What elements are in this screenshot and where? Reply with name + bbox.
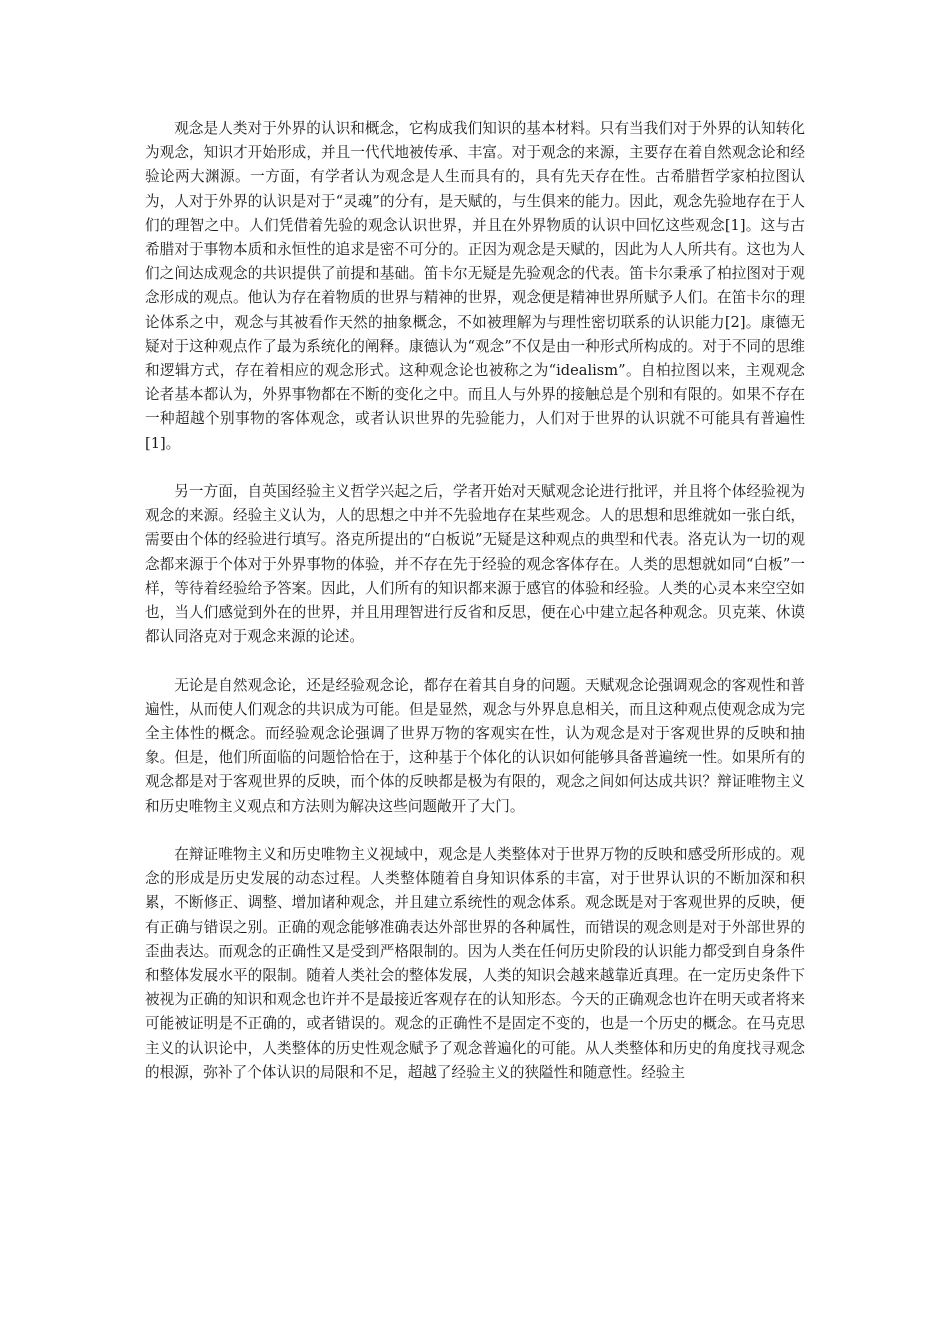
paragraph-1: 观念是人类对于外界的认识和概念，它构成我们知识的基本材料。只有当我们对于外界的认知转化为观念，知识才开始形成，并且一代代地被传承、丰富。对于观念的来源，主要存在着自然观念论和经验论两大渊源。一方面，有学者认为观念是人生而具有的，具有先天存在性。古希腊哲学家柏拉图认为，人对于外界的认识是对于“灵魂”的分有，是天赋的，与生俱来的能力。因此，观念先验地存在于人们的理智之中。人们凭借着先验的观念认识世界，并且在外界物质的认识中回忆这些观念[1]。这与古希腊对于事物本质和永恒性的追求是密不可分的。正因为观念是天赋的，因此为人人所共有。这也为人们之间达成观念的共识提供了前提和基础。笛卡尔无疑是先验观念的代表。笛卡尔秉承了柏拉图对于观念形成的观点。他认为存在着物质的世界与精神的世界，观念便是精神世界所赋予人们。在笛卡尔的理论体系之中，观念与其被看作天然的抽象概念，不如被理解为与理性密切联系的认识能力[2]。康德无疑对于这种观点作了最为系统化的阐释。康德认为“观念”不仅是由一种形式所构成的。对于不同的思维和逻辑方式，存在着相应的观念形式。这种观念论也被称之为“idealism”。自柏拉图以来，主观观念论者基本都认为，外界事物都在不断的变化之中。而且人与外界的接触总是个别和有限的。如果不存在一种超越个别事物的客体观念，或者认识世界的先验能力，人们对于世界的认识就不可能具有普遍性[1]。 [145,120,805,452]
paragraph-4: 在辩证唯物主义和历史唯物主义视域中，观念是人类整体对于世界万物的反映和感受所形成的。观念的形成是历史发展的动态过程。人类整体随着自身知识体系的丰富，对于世界认识的不断加深和积累，不断修正、调整、增加诸种观念，并且建立系统性的观念体系。观念既是对于客观世界的反映，便有正确与错误之别。正确的观念能够准确表达外部世界的各种属性，而错误的观念则是对于外部世界的歪曲表达。而观念的正确性又是受到严格限制的。因为人类在任何历史阶段的认识能力都受到自身条件和整体发展水平的限制。随着人类社会的整体发展，人类的知识会越来越靠近真理。在一定历史条件下被视为正确的知识和观念也许并不是最接近客观存在的认知形态。今天的正确观念也许在明天或者将来可能被证明是不正确的，或者错误的。观念的正确性不是固定不变的，也是一个历史的概念。在马克思主义的认识论中，人类整体的历史性观念赋予了观念普遍化的可能。从人类整体和历史的角度找寻观念的根源，弥补了个体认识的局限和不足，超越了经验主义的狭隘性和随意性。经验主 [145,846,805,1081]
paragraph-2: 另一方面，自英国经验主义哲学兴起之后，学者开始对天赋观念论进行批评，并且将个体经验视为观念的来源。经验主义认为，人的思想之中并不先验地存在某些观念。人的思想和思维就如一张白纸，需要由个体的经验进行填写。洛克所提出的“白板说”无疑是这种观点的典型和代表。洛克认为一切的观念都来源于个体对于外界事物的体验，并不存在先于经验的观念客体存在。人类的思想就如同“白板”一样，等待着经验给予答案。因此，人们所有的知识都来源于感官的体验和经验。人类的心灵本来空空如也，当人们感觉到外在的世界，并且用理智进行反省和反思，便在心中建立起各种观念。贝克莱、休谟都认同洛克对于观念来源的论述。 [145,483,805,646]
document-body [145,117,805,1109]
paragraph-3: 无论是自然观念论，还是经验观念论，都存在着其自身的问题。天赋观念论强调观念的客观性和普遍性，从而使人们观念的共识成为可能。但是显然，观念与外界息息相关，而且这种观点使观念成为完全主体性的概念。而经验观念论强调了世界万物的客观实在性，认为观念是对于客观世界的反映和抽象。但是，他们所面临的问题恰恰在于，这种基于个体化的认识如何能够具备普遍统一性。如果所有的观念都是对于客观世界的反映，而个体的反映都是极为有限的，观念之间如何达成共识？辩证唯物主义和历史唯物主义观点和方法则为解决这些问题敞开了大门。 [145,676,805,815]
